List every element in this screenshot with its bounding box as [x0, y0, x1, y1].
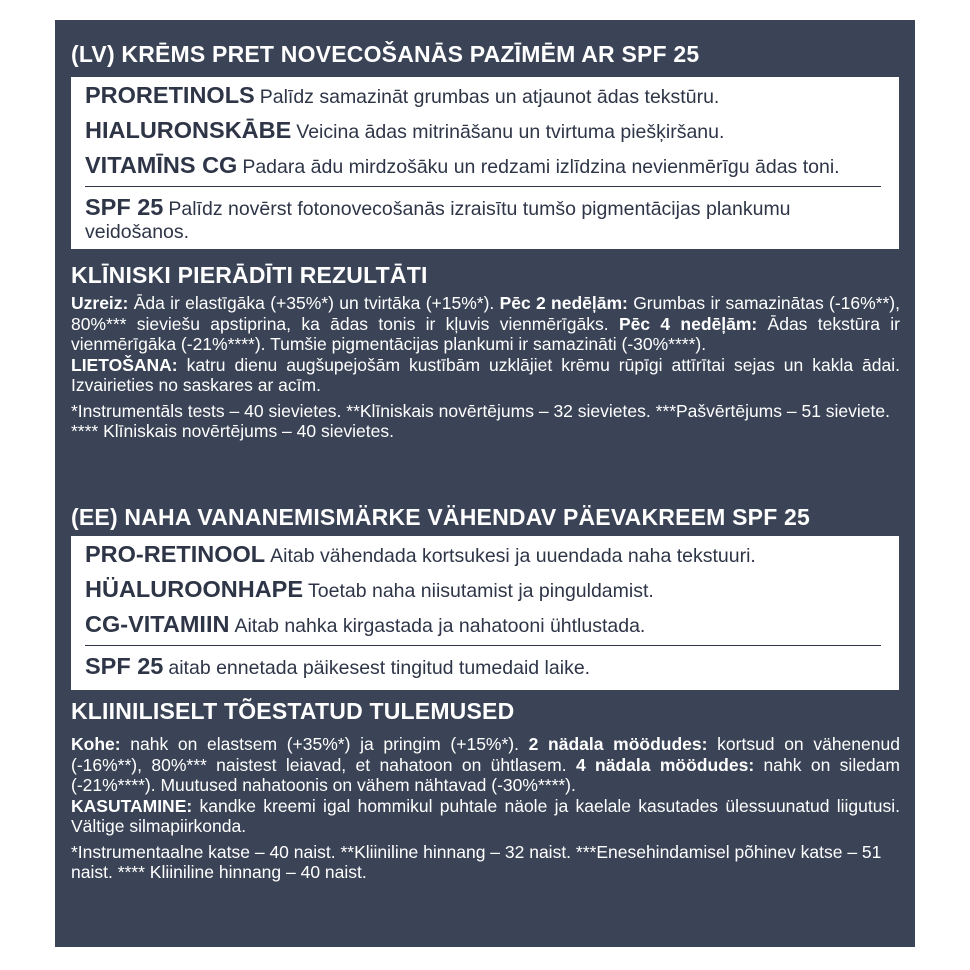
ee-result-label: Kohe:: [71, 734, 121, 754]
ee-ingredient: [85, 608, 887, 643]
lv-usage-text: katru dienu augšupejošām kustībām uzklājiet krēmu rūpīgi attīrītai sejas un kakla ādai. Izvairieties no saskares ar acīm.: [71, 354, 900, 395]
lv-result-label: Pēc 4 nedēļām:: [618, 313, 758, 334]
label-panel: [55, 20, 915, 947]
ee-result-text: nahk on elastsem (+35%*) ja pringim (+15%*).: [130, 734, 519, 754]
ee-title: (EE) NAHA VANANEMISMÄRKE VÄHENDAV PÄEVAKREEM SPF 25: [71, 504, 811, 530]
ee-results-text: [71, 734, 900, 883]
ee-ingredient-name: HÜALUROONHAPE: [85, 576, 304, 602]
lv-result-label: Pēc 2 nedēļām:: [499, 293, 628, 313]
divider: [85, 645, 881, 646]
lv-ingredient-name: VITAMĪNS CG: [85, 152, 238, 178]
lv-result-text: Āda ir elastīgāka (+35%*) un tvirtāka (+15%*).: [133, 293, 495, 313]
lv-ingredient: [85, 149, 887, 184]
lv-ingredient-name: PRORETINOLS: [85, 82, 255, 108]
ee-result-text: nahk on siledam (-21%****). Muutused nahatoonis on vähem nähtavad (-30%****).: [71, 754, 900, 795]
ee-ingredient-name: PRO-RETINOOL: [85, 541, 266, 567]
ee-ingredient: [85, 573, 887, 608]
lv-title: (LV) KRĒMS PRET NOVECOŠANĀS PAZĪMĒM AR SPF 25: [71, 41, 700, 67]
lv-results-title: KLĪNISKI PIERĀDĪTI REZULTĀTI: [71, 262, 428, 288]
lv-footnote: *Instrumentāls tests – 40 sievietes. **Klīniskais novērtējums – 32 sievietes. ***Pašvērtējums – 51 sieviete. **** Klīniskais novērtējums – 40 sievietes.: [71, 400, 890, 441]
ee-ingredient-desc: Aitab nahka kirgastada ja nahatooni ühtlustada.: [234, 615, 646, 637]
lv-ingredient: [85, 79, 887, 114]
ee-result-text: kortsud on vähenenud (-16%**), 80%*** naistest leiavad, et nahatoon on ühtlasem.: [71, 734, 900, 775]
divider: [85, 186, 881, 187]
ee-ingredients-box: [71, 536, 899, 690]
lv-ingredient-desc: Veicina ādas mitrināšanu un tvirtuma piešķiršanu.: [296, 121, 725, 143]
ee-ingredient: [85, 538, 887, 573]
lv-spf-name: SPF 25: [85, 194, 164, 220]
lv-spf-desc: Palīdz novērst fotonovecošanās izraisītu tumšo pigmentācijas plankumu veidošanos.: [85, 198, 791, 243]
lv-ingredient: [85, 114, 887, 149]
ee-spf-name: SPF 25: [85, 653, 164, 679]
ee-ingredient-desc: Aitab vähendada kortsukesi ja uuendada naha tekstuuri.: [270, 545, 756, 567]
lv-ingredients-box: [71, 77, 899, 249]
ee-usage-text: kandke kreemi igal hommikul puhtale näole ja kaelale kasutades ülessuunatud liigutusi. Vältige silmapiirkonda.: [71, 795, 900, 836]
lv-result-label: Uzreiz:: [71, 293, 129, 313]
lv-results-text: [71, 293, 900, 442]
lv-ingredient-desc: Padara ādu mirdzošāku un redzami izlīdzina nevienmērīgu ādas toni.: [242, 156, 840, 178]
ee-result-label: 4 nädala möödudes:: [575, 754, 755, 775]
ee-ingredient-name: CG-VITAMIIN: [85, 611, 230, 637]
lv-spf: [85, 196, 887, 244]
ee-spf-desc: aitab ennetada päikesest tingitud tumedaid laike.: [168, 657, 591, 679]
lv-result-text: Ādas tekstūra ir vienmērīgāka (-21%****). Tumšie pigmentācijas plankumi ir samazināti (-30%****).: [71, 313, 900, 354]
ee-footnote: *Instrumentaalne katse – 40 naist. **Kliiniline hinnang – 32 naist. ***Enesehindamisel põhinev katse – 51 naist. **** Kliiniline hinnang – 40 naist.: [71, 841, 882, 882]
lv-ingredient-desc: Palīdz samazināt grumbas un atjaunot ādas tekstūru.: [259, 86, 720, 108]
lv-result-text: Grumbas ir samazinātas (-16%**), 80%*** sieviešu apstiprina, ka ādas tonis ir kļuvis vienmērīgāks.: [71, 293, 900, 334]
ee-ingredient-desc: Toetab naha niisutamist ja pinguldamist.: [308, 580, 654, 602]
ee-results-title: KLIINILISELT TÕESTATUD TULEMUSED: [71, 698, 515, 724]
ee-usage-label: KASUTAMINE:: [71, 795, 193, 816]
ee-result-label: 2 nädala möödudes:: [528, 734, 708, 754]
lv-ingredient-name: HIALURONSKĀBE: [85, 117, 292, 143]
lv-usage-label: LIETOŠANA:: [71, 354, 178, 375]
ee-spf: [85, 655, 887, 680]
